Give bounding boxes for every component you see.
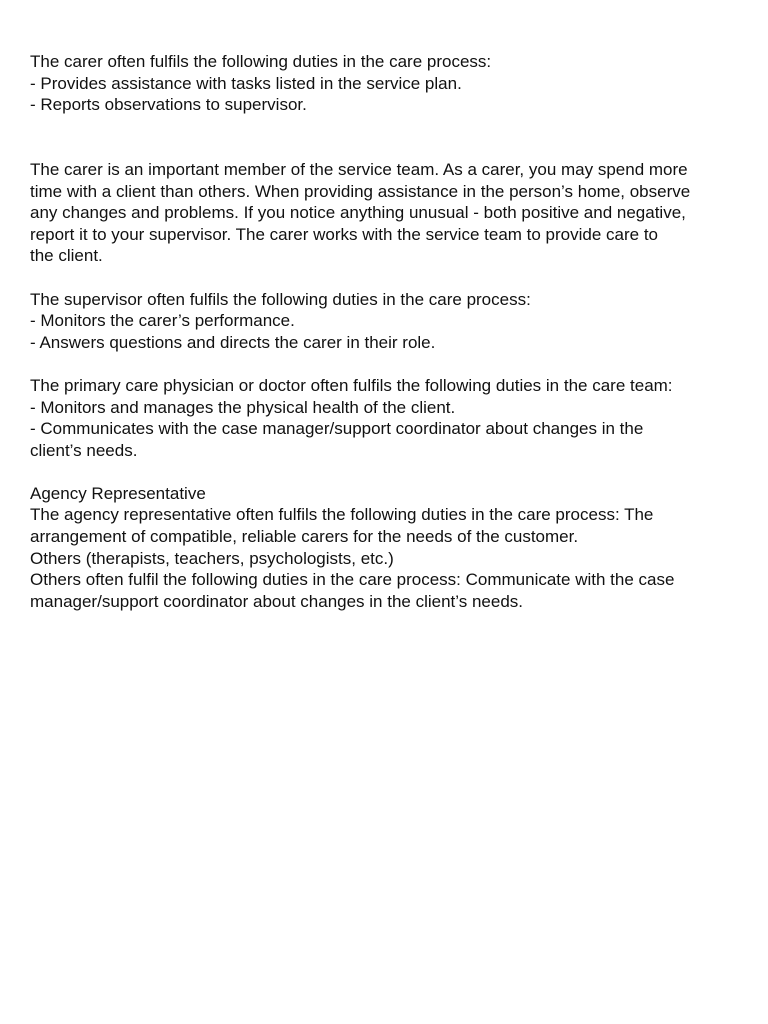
paragraph-spacer <box>30 116 755 159</box>
physician-duties-section <box>30 375 755 461</box>
paragraph-line: report it to your supervisor. The carer works with the service team to provide care to <box>30 224 659 244</box>
physician-duty-item: client’s needs. <box>30 440 138 460</box>
physician-duty-item: - Monitors and manages the physical health of the client. <box>30 397 456 417</box>
supervisor-duty-item: - Monitors the carer’s performance. <box>30 311 295 331</box>
carer-duties-section <box>30 51 755 116</box>
paragraph-line: the client. <box>30 246 103 266</box>
paragraph-spacer <box>30 267 755 289</box>
agency-section <box>30 483 755 548</box>
carer-duties-intro: The carer often fulfils the following duties in the care process: <box>30 52 492 71</box>
carer-duty-item: - Reports observations to supervisor. <box>30 95 307 115</box>
paragraph-spacer <box>30 461 755 483</box>
others-heading: Others (therapists, teachers, psychologists, etc.) <box>30 548 394 568</box>
others-line: Others often fulfil the following duties in the care process: Communicate with the case <box>30 570 675 590</box>
agency-heading: Agency Representative <box>30 483 206 503</box>
others-line: manager/support coordinator about changes in the client’s needs. <box>30 591 524 611</box>
agency-line: arrangement of compatible, reliable carers for the needs of the customer. <box>30 527 579 547</box>
carer-paragraph <box>30 159 755 267</box>
carer-duty-item: - Provides assistance with tasks listed in the service plan. <box>30 73 462 93</box>
supervisor-duty-item: - Answers questions and directs the carer in their role. <box>30 332 436 352</box>
others-section <box>30 548 755 613</box>
document-body <box>30 51 755 612</box>
paragraph-line: any changes and problems. If you notice anything unusual - both positive and negative, <box>30 203 686 223</box>
paragraph-line: The carer is an important member of the service team. As a carer, you may spend more <box>30 159 688 179</box>
physician-duties-intro: The primary care physician or doctor often fulfils the following duties in the care team: <box>30 375 673 395</box>
agency-line: The agency representative often fulfils the following duties in the care process: The <box>30 505 654 525</box>
physician-duty-item: - Communicates with the case manager/support coordinator about changes in the <box>30 419 644 439</box>
supervisor-duties-intro: The supervisor often fulfils the following duties in the care process: <box>30 289 531 309</box>
supervisor-duties-section <box>30 289 755 354</box>
paragraph-line: time with a client than others. When providing assistance in the person’s home, observe <box>30 181 691 201</box>
paragraph-spacer <box>30 353 755 375</box>
